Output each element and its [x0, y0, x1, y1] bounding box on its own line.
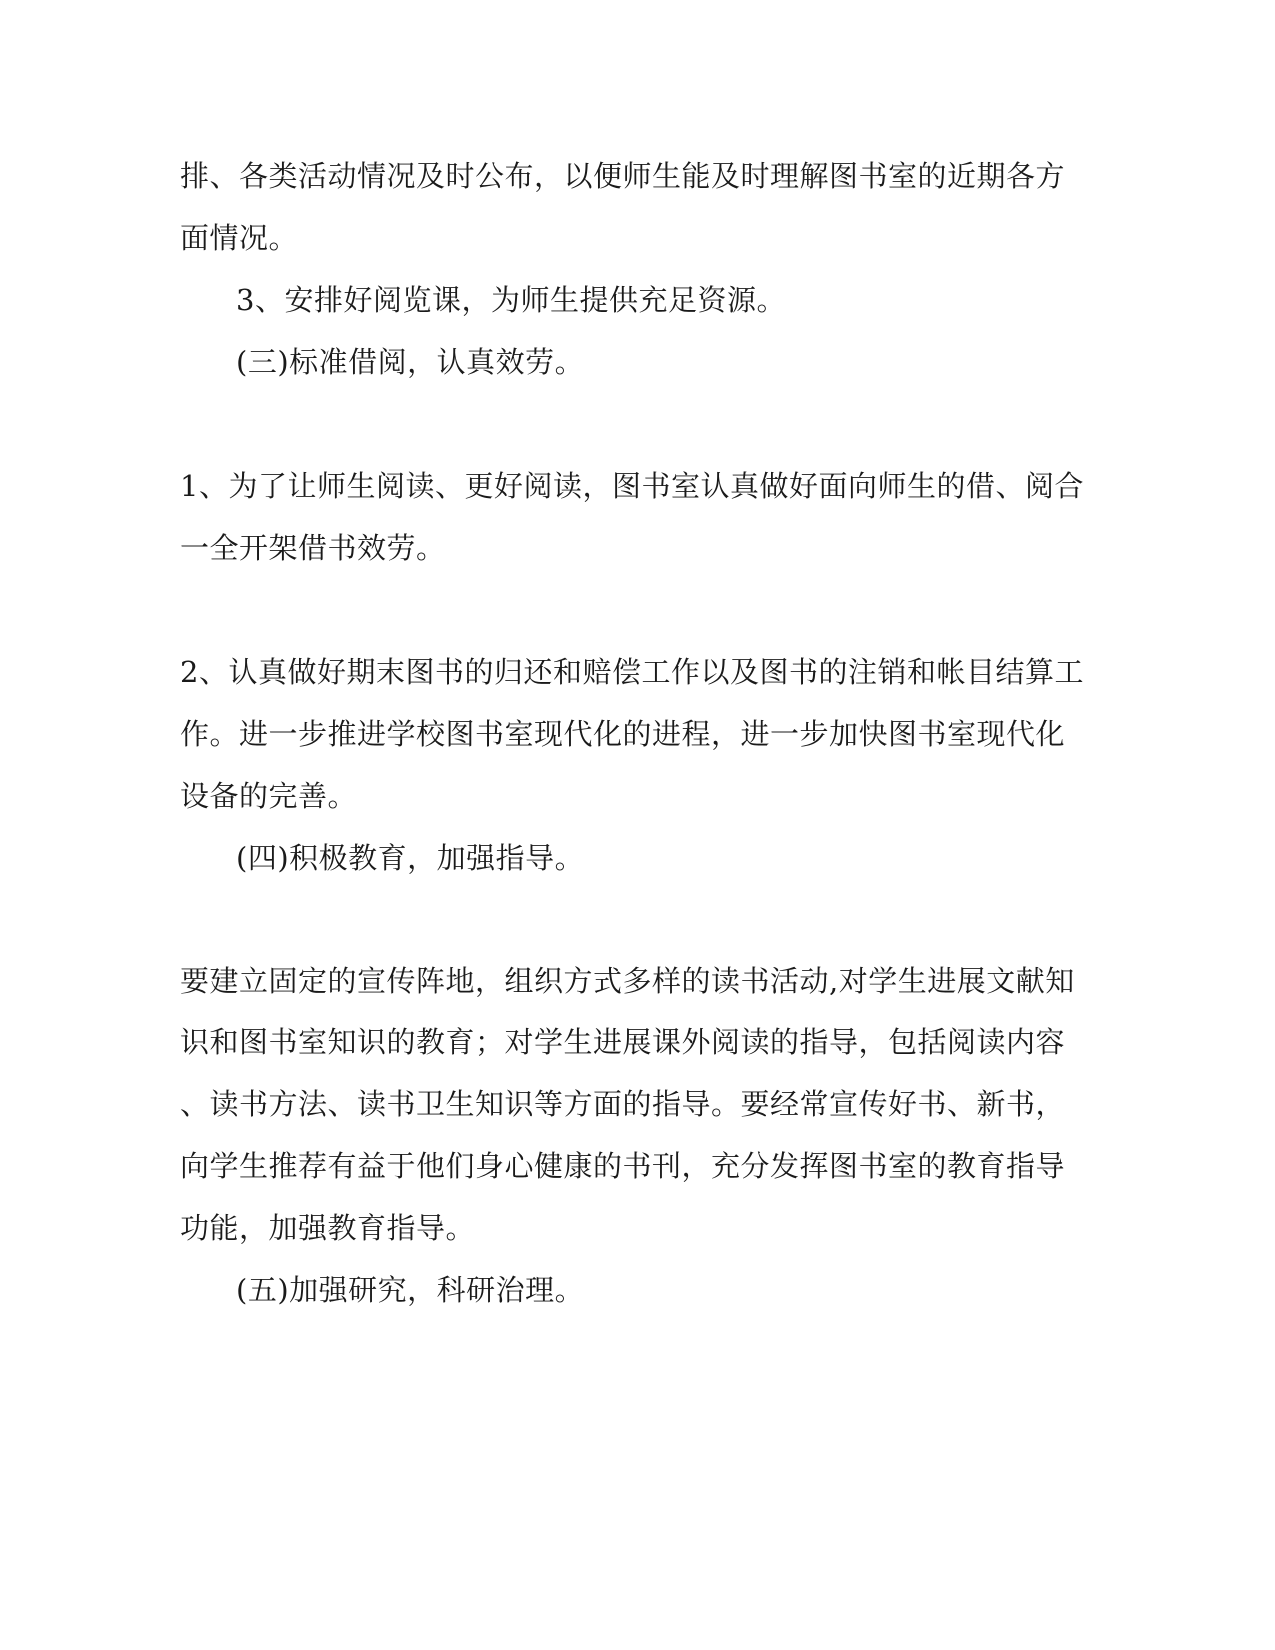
paragraph-line: 作。进一步推进学校图书室现代化的进程，进一步加快图书室现代化	[180, 717, 1066, 751]
paragraph-line: 功能，加强教育指导。	[180, 1211, 476, 1245]
paragraph-line: 设备的完善。	[180, 779, 358, 813]
section-heading-4: (四)积极教育，加强指导。	[236, 841, 585, 875]
paragraph-line: 、读书方法、读书卫生知识等方面的指导。要经常宣传好书、新书，	[180, 1087, 1066, 1121]
paragraph-line: 向学生推荐有益于他们身心健康的书刊，充分发挥图书室的教育指导	[180, 1149, 1066, 1183]
paragraph-line: 排、各类活动情况及时公布，以便师生能及时理解图书室的近期各方	[180, 159, 1066, 193]
paragraph-line: 要建立固定的宣传阵地，组织方式多样的读书活动,对学生进展文献知	[180, 964, 1075, 998]
list-item-3: 3、安排好阅览课，为师生提供充足资源。	[236, 283, 786, 317]
section-heading-3: (三)标准借阅，认真效劳。	[236, 345, 585, 379]
paragraph-line: 面情况。	[180, 221, 299, 255]
list-item-2: 2、认真做好期末图书的归还和赔偿工作以及图书的注销和帐目结算工	[180, 655, 1084, 689]
list-item-1: 1、为了让师生阅读、更好阅读，图书室认真做好面向师生的借、阅合	[180, 469, 1084, 503]
paragraph-line: 一全开架借书效劳。	[180, 531, 446, 565]
paragraph-line: 识和图书室知识的教育；对学生进展课外阅读的指导，包括阅读内容	[180, 1025, 1066, 1059]
section-heading-5: (五)加强研究，科研治理。	[236, 1273, 585, 1307]
